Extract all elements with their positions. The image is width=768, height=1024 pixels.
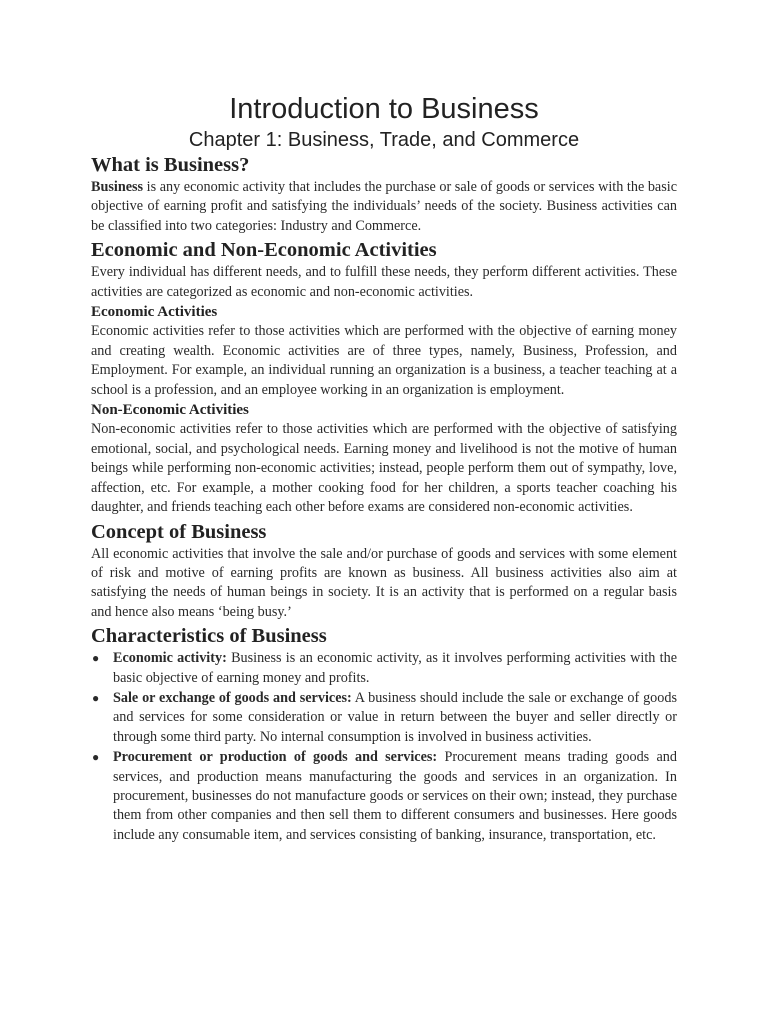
paragraph-non-economic-activities: Non-economic activities refer to those activities which are performed with the objective of satisfying emotional, social, and psychological needs. Earning money and livelihood is not the motive of human beings while performing non-economic activities; instead, people perform them out of sympathy, love, affection, etc. For example, a mother cooking food for her children, a sports teacher coaching his daughter, and friends teaching each other before exams are considered non-economic activities. [91,421,677,516]
list-item-term: Economic activity: [113,650,227,667]
list-item-term: Sale or exchange of goods and services: [113,689,352,706]
list-item-text: Business is an economic activity, as it involves performing activities with the basic objective of earning money and profits. [113,650,677,686]
business-definition: is any economic activity that includes the purchase or sale of goods or services with the basic objective of earning profit and satisfying the individuals’ needs of the society. Business activities can be classified into two categories: Industry and Commerce. [91,179,677,234]
document-page [91,92,677,846]
bullet-icon: ● [92,651,100,666]
paragraph-what-is-business [91,178,677,236]
heading-concept-of-business: Concept of Business [91,520,267,543]
heading-economic-activities: Economic Activities [91,304,218,321]
paragraph-economic-activities: Economic activities refer to those activities which are performed with the objective of earning money and creating wealth. Economic activities are of three types, namely, Business, Profession, and Employment. For example, an individual running an organization is a business, a teacher teaching at a school is a profession, and an employee working in an organization is employment. [91,323,677,398]
heading-non-economic-activities: Non-Economic Activities [91,402,249,419]
document-title: Introduction to Business [229,93,539,125]
characteristics-list [91,649,677,845]
heading-economic-non-economic: Economic and Non-Economic Activities [91,239,437,262]
list-item-text: A business should include the sale or exchange of goods and services for some consideration or value in return between the buyer and seller directly or through some third party. No internal consumption is involved in business activities. [113,689,677,745]
heading-what-is-business: What is Business? [91,154,250,176]
bullet-icon: ● [92,690,100,705]
heading-characteristics: Characteristics of Business [91,625,327,648]
business-term: Business [91,179,144,195]
paragraph-economic-non-economic: Every individual has different needs, and to fulfill these needs, they perform different activities. These activities are categorized as economic and non-economic activities. [91,264,677,300]
list-item [92,689,677,747]
list-item-text: Procurement means trading goods and services, and production means manufacturing the goods and services in an organization. In procurement, businesses do not manufacture goods or services on their own; instead, they purchase them from other companies and then sell them to different consumers and businesses. Here goods include any consumable item, and services consisting of banking, insurance, transportation, etc. [113,749,677,843]
list-item-term: Procurement or production of goods and services: [113,749,438,766]
chapter-subtitle: Chapter 1: Business, Trade, and Commerce [188,129,580,151]
list-item [92,649,677,688]
bullet-icon: ● [92,750,100,765]
list-item [92,748,677,845]
paragraph-concept-of-business: All economic activities that involve the sale and/or purchase of goods and services with some element of risk and motive of earning profits are known as business. All business activities also aim at satisfying the needs of human beings in society. It is an activity that is performed on a regular basis and hence also means ‘being busy.’ [91,545,677,620]
